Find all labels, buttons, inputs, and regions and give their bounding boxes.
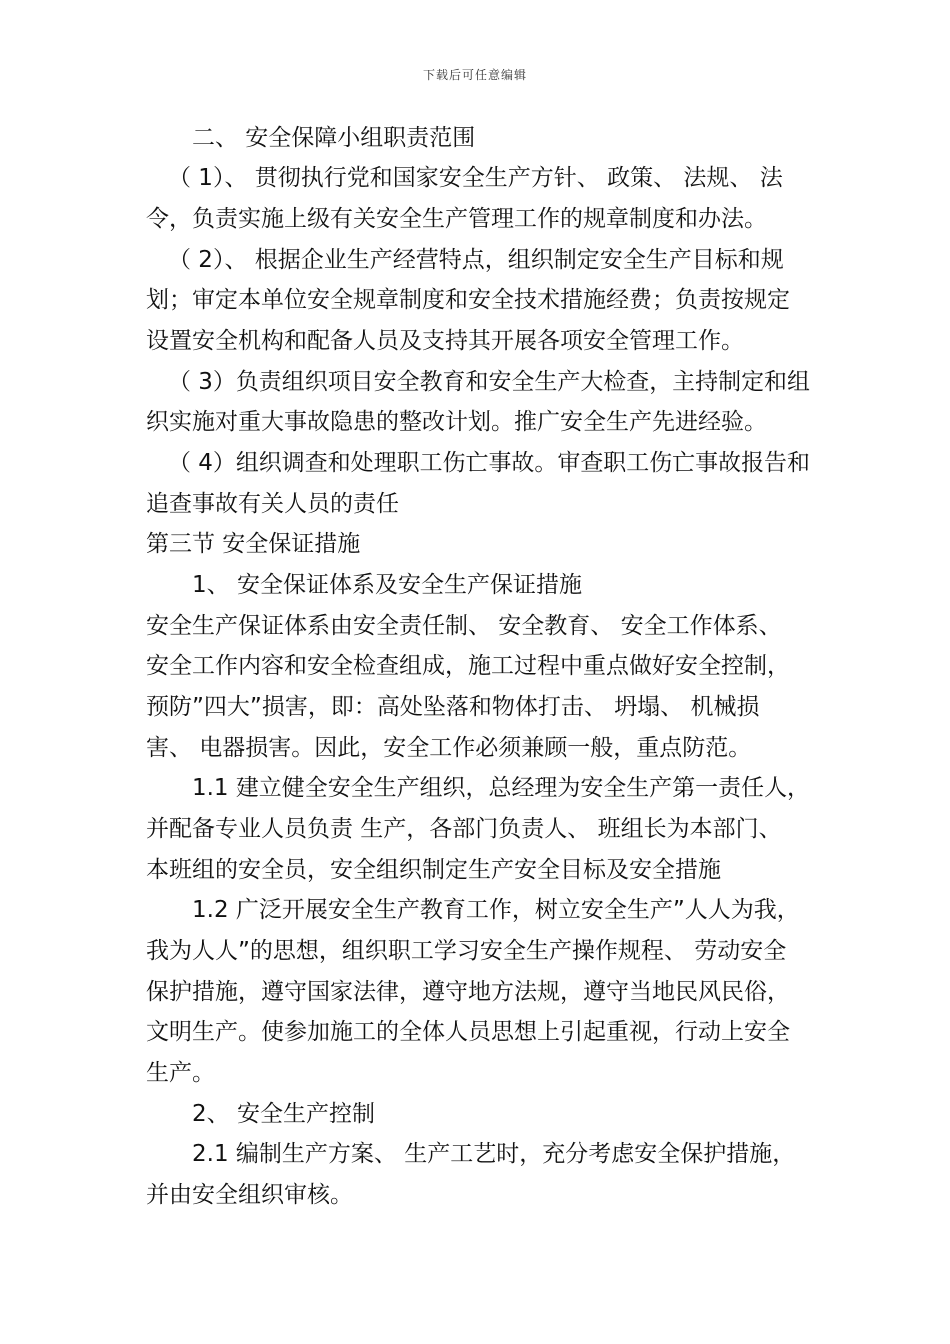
subsection-heading: 1、 安全保证体系及安全生产保证措施: [192, 572, 582, 598]
paragraph-line: 害、 电器损害。因此，安全工作必须兼顾一般，重点防范。: [146, 735, 752, 761]
paragraph-line: 2.1 编制生产方案、 生产工艺时，充分考虑安全保护措施，: [192, 1141, 796, 1167]
subsection-heading: 2、 安全生产控制: [192, 1101, 375, 1127]
paragraph-line: 追查事故有关人员的责任: [146, 491, 399, 517]
paragraph-line: 预防”四大”损害，即：高处坠落和物体打击、 坍塌、 机械损: [146, 694, 760, 720]
paragraph-line: 1.2 广泛开展安全生产教育工作，树立安全生产”人人为我，: [192, 897, 800, 923]
paragraph-line: 划；审定本单位安全规章制度和安全技术措施经费；负责按规定: [146, 287, 790, 313]
paragraph-line: 设置安全机构和配备人员及支持其开展各项安全管理工作。: [146, 328, 744, 354]
paragraph-line: 保护措施，遵守国家法律，遵守地方法规，遵守当地民风民俗，: [146, 979, 790, 1005]
paragraph-line: （ 3）负责组织项目安全教育和安全生产大检查，主持制定和组: [168, 369, 810, 395]
paragraph-line: 安全生产保证体系由安全责任制、 安全教育、 安全工作体系、: [146, 613, 782, 639]
section-heading: 第三节 安全保证措施: [146, 531, 361, 557]
page-header-note: 下载后可任意编辑: [422, 68, 527, 82]
paragraph-line: 并配备专业人员负责 生产，各部门负责人、 班组长为本部门、: [146, 816, 782, 842]
paragraph-line: 我为人人”的思想，组织职工学习安全生产操作规程、 劳动安全: [146, 938, 787, 964]
paragraph-line: 织实施对重大事故隐患的整改计划。推广安全生产先进经验。: [146, 409, 767, 435]
section-heading: 二、 安全保障小组职责范围: [192, 125, 476, 151]
paragraph-line: 令，负责实施上级有关安全生产管理工作的规章制度和办法。: [146, 206, 767, 232]
paragraph-line: 生产。: [146, 1060, 215, 1086]
paragraph-line: （ 2）、 根据企业生产经营特点，组织制定安全生产目标和规: [168, 247, 784, 273]
paragraph-line: （ 1）、 贯彻执行党和国家安全生产方针、 政策、 法规、 法: [168, 165, 783, 191]
paragraph-line: 1.1 建立健全安全生产组织，总经理为安全生产第一责任人，: [192, 775, 811, 801]
paragraph-line: 安全工作内容和安全检查组成，施工过程中重点做好安全控制，: [146, 653, 790, 679]
paragraph-line: 文明生产。使参加施工的全体人员思想上引起重视，行动上安全: [146, 1019, 790, 1045]
paragraph-line: 本班组的安全员，安全组织制定生产安全目标及安全措施: [146, 857, 721, 883]
paragraph-line: 并由安全组织审核。: [146, 1182, 353, 1208]
paragraph-line: （ 4）组织调查和处理职工伤亡事故。审查职工伤亡事故报告和: [168, 450, 810, 476]
